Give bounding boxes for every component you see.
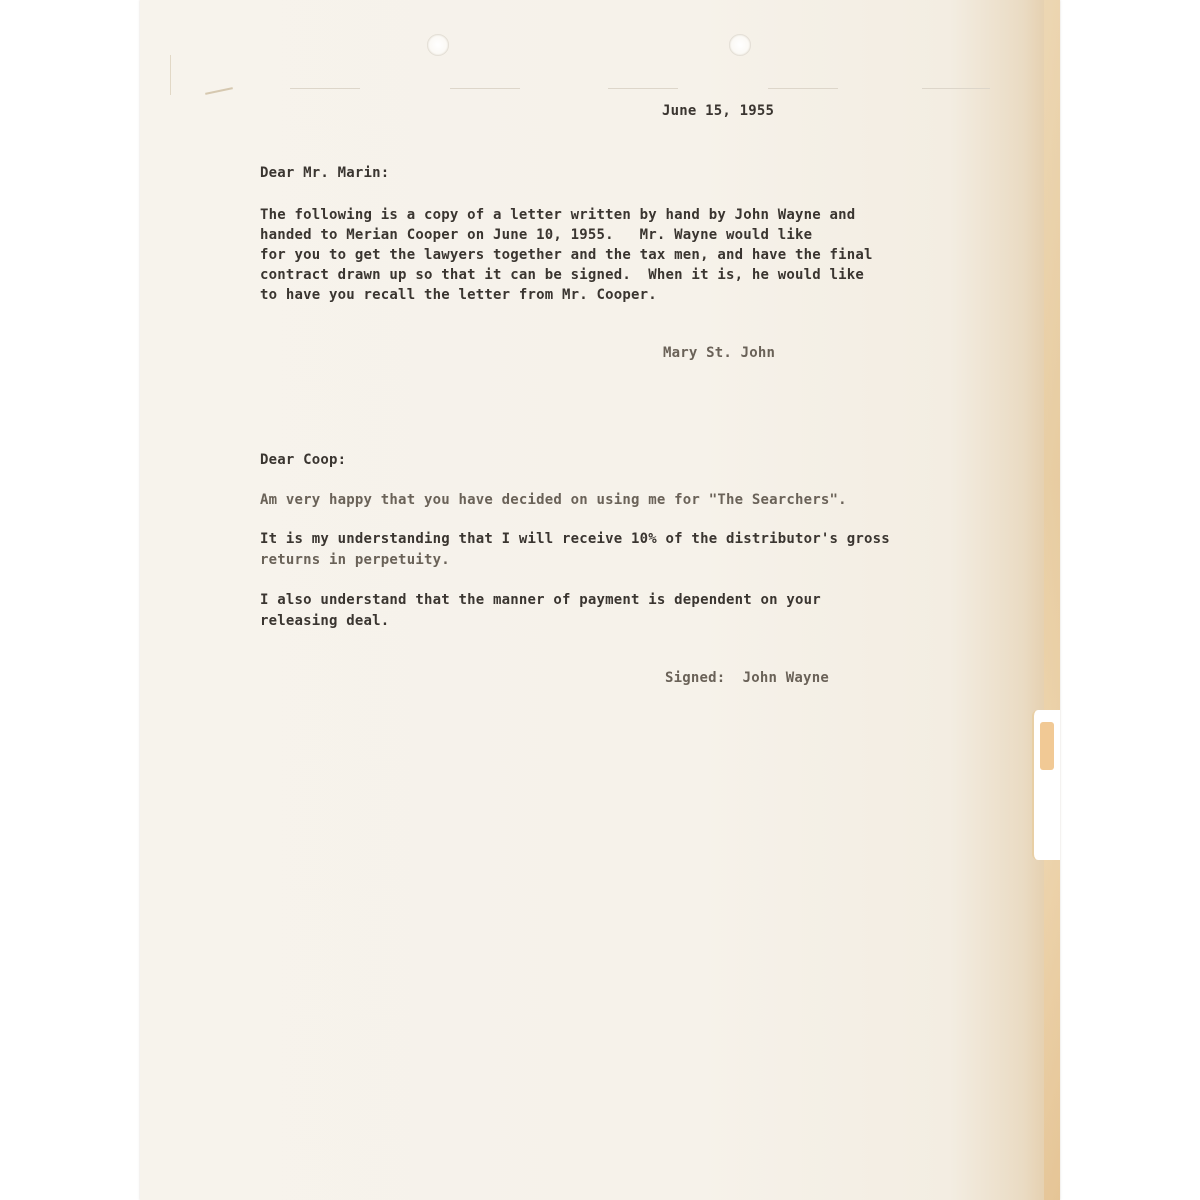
faint-dash [608,88,678,89]
paragraph-intro-line-2: handed to Merian Cooper on June 10, 1955. Mr. Wayne would like [260,227,813,243]
punch-hole-left [427,34,449,56]
salutation-marin: Dear Mr. Marin: [260,165,390,181]
paragraph-searchers: Am very happy that you have decided on using me for "The Searchers". [260,492,847,508]
paper-edge-stain [1044,0,1060,1200]
paragraph-intro-line-5: to have you recall the letter from Mr. Cooper. [260,287,657,303]
paragraph-payment-line-2: releasing deal. [260,613,390,629]
faint-dash [922,88,990,89]
faint-dash [450,88,520,89]
faint-ruled-marks [290,88,990,90]
paper-crease-mark [170,55,171,95]
signature-john-wayne: Signed: John Wayne [665,670,829,686]
salutation-coop: Dear Coop: [260,452,347,468]
letter-sheet [140,0,1060,1200]
paper-tab [1040,722,1054,770]
paper-stain-mark [205,87,233,95]
faint-dash [290,88,360,89]
signature-mary-st-john: Mary St. John [663,345,776,361]
punch-hole-right [729,34,751,56]
paragraph-intro-line-3: for you to get the lawyers together and the tax men, and have the final [260,247,873,263]
paragraph-payment-line-1: I also understand that the manner of payment is dependent on your [260,592,821,608]
letter-date: June 15, 1955 [662,103,775,119]
faint-dash [768,88,838,89]
paragraph-gross-line-1: It is my understanding that I will receive 10% of the distributor's gross [260,531,890,547]
paragraph-gross-line-2: returns in perpetuity. [260,552,450,568]
paragraph-intro-line-4: contract drawn up so that it can be signed. When it is, he would like [260,267,865,283]
paragraph-intro-line-1: The following is a copy of a letter written by hand by John Wayne and [260,207,856,223]
